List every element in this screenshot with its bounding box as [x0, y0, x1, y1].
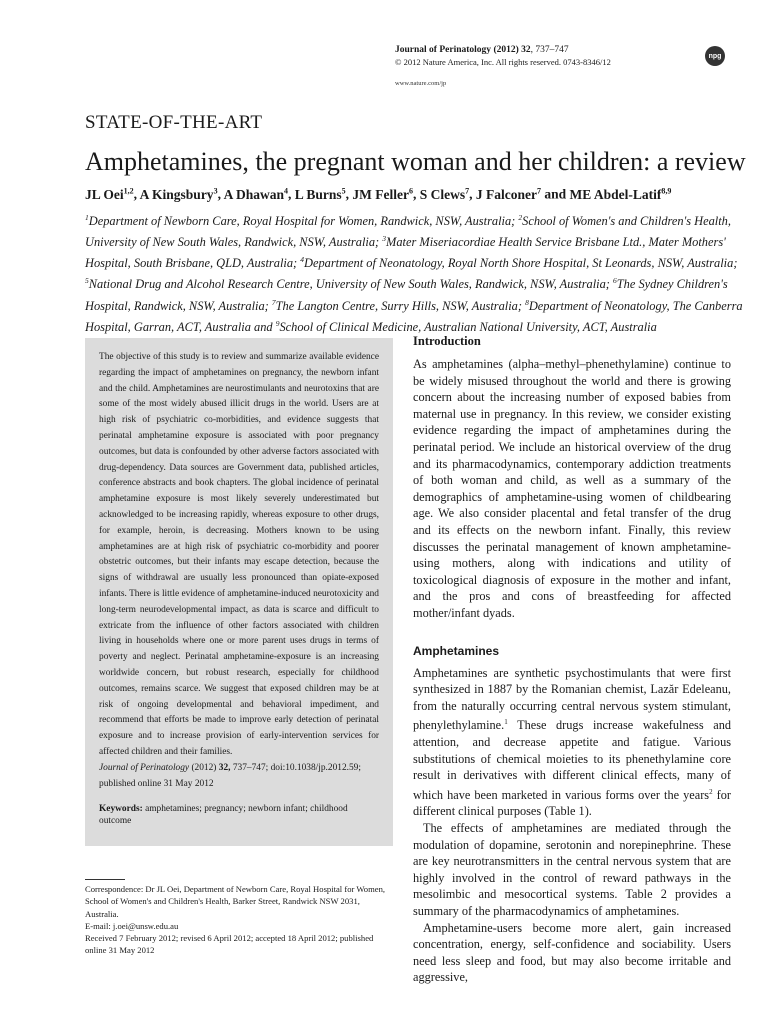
received-dates: Received 7 February 2012; revised 6 April 2012; accepted 18 April 2012; published online 31 May 2012 — [85, 933, 374, 956]
amphetamines-paragraph-2: The effects of amphetamines are mediated through the modulation of dopamine, serotonin and norepinephrine. These are key neurotransmitters in the central nervous system that are highly involved in the control of reward pathways in the mesolimbic and mesocortical systems. Table 2 provides a summary of the pharmacodynamics of amphetamines. — [413, 821, 731, 918]
journal-header — [395, 44, 715, 68]
article-title: Amphetamines, the pregnant woman and her children: a review — [85, 147, 746, 176]
footnote-divider — [85, 879, 125, 880]
author: L Burns$^5$ — [294, 186, 346, 202]
correspondence: Correspondence: Dr JL Oei, Department of Newborn Care, Royal Hospital for Women, School of Women's and Children's Health, Barker Street, Randwick NSW 2031, Australia. — [85, 884, 386, 919]
amphetamines-heading: Amphetamines — [413, 643, 500, 658]
abstract-box — [85, 338, 393, 846]
keywords-label: Keywords: — [99, 804, 143, 815]
journal-citation: Journal of Perinatology (2012) 32, 737–747 — [395, 45, 569, 55]
copyright-line: © 2012 Nature America, Inc. All rights reserved. 0743-8346/12 — [395, 57, 611, 67]
journal-url-link[interactable]: www.nature.com/jp — [395, 80, 447, 87]
footnotes — [85, 883, 395, 957]
amphetamines-paragraph-3: Amphetamine-users become more alert, gain increased concentration, energy, self-confidence and sociability. Users need less sleep and food, but may also become irritable and aggressive, — [413, 920, 731, 985]
introduction-heading: Introduction — [413, 334, 481, 348]
introduction-text: As amphetamines (alpha–methyl–phenethylamine) continue to be widely misused throughout the world and there is growing concern about the increasing number of exposed babies from maternal use in pregnancy. In this review, we consider existing evidence regarding the impact of amphetamines during the perinatal period. We include an historical overview of the drug and its pharmacodynamics, contemporary addiction treatments of both woman and child, as well as a summary of the demographics of amphetamine-using women of childbearing age. We also consider placental and fetal transfer of the drug and its effects on the newborn infant. Finally, this review discusses the perinatal management of known amphetamine-using mothers, along with indications and utility of toxicological diagnosis of exposure in the mother and infant, and the pros and cons of breastfeeding for affected mother/infant dyads. — [413, 357, 731, 620]
author: JM Feller$^6$ — [352, 186, 413, 202]
author-list: JL Oei$^{1,2}$, A Kingsbury$^3$, A Dhawan$^4$, L Burns$^5$, JM Feller$^6$, S Clews$^7$, J Falconer$^7$ and ME Abdel-Latif$^{8,9}$ — [85, 186, 672, 202]
abstract-citation: Journal of Perinatology (2012) 32, 737–747; doi:10.1038/jp.2012.59; published online 31 May 2012 — [99, 762, 361, 789]
author: JL Oei$^{1,2}$ — [85, 186, 134, 202]
journal-year: (2012) — [493, 45, 519, 55]
author: ME Abdel-Latif$^{8,9}$ — [569, 186, 672, 202]
author: S Clews$^7$ — [419, 186, 470, 202]
abstract-text: The objective of this study is to review and summarize available evidence regarding the impact of amphetamines on pregnancy, the newborn infant and the child. Amphetamines are neurostimulants and neurotoxins that are some of the most widely abused illicit drugs in the world. Users are at high risk of psychiatric co-morbidities, and evidence suggests that perinatal amphetamine exposure is associated with poor pregnancy outcomes, but data is confounded by other adverse factors associated with drug-dependency. Data sources are Government data, published articles, conference abstracts and book chapters. The global incidence of perinatal amphetamine exposure is most likely severely underestimated but acknowledged to be increasing rapidly, whereas exposure to other drugs, for example, heroin, is decreasing. Mothers known to be using amphetamines are at high risk of psychiatric co-morbidity and poorer obstetric outcomes, but their infants may escape detection, because the signs of withdrawal are usually less pronounced than opiate-exposed infants. There is little evidence of amphetamine-induced neurotoxicity and long-term neurodevelopmental impact, as data is scarce and difficult to extricate from the influence of other factors associated with children living in households where one or more parent uses drugs in terms of poverty and neglect. Perinatal amphetamine-exposure is an increasing worldwide concern, but robust research, especially for childhood outcomes, remains scarce. We suggest that exposed children may be at risk of ongoing developmental and behavioral impediment, and recommend that efforts be made to improve early detection of perinatal exposure and to increase provision of early-intervention services for affected children and their families. — [99, 352, 379, 757]
affiliations: $^1$Department of Newborn Care, Royal Hospital for Women, Randwick, NSW, Australia; $^2$School of Women's and Children's Health, University of New South Wales, Randwick, NSW, Australia; $^3$Mater Miseriacordiae Health Service Brisbane Ltd., Mater Mothers' Hospital, South Brisbane, QLD, Australia; $^4$Department of Neonatology, Royal North Shore Hospital, St Leonards, NSW, Australia; $^5$National Drug and Alcohol Research Centre, University of New South Wales, Randwick, NSW, Australia; $^6$The Sydney Children's Hospital, Randwick, NSW, Australia; $^7$The Langton Centre, Surry Hills, NSW, Australia; $^8$Department of Neonatology, The Canberra Hospital, Garran, ACT, Australia and $^9$School of Clinical Medicine, Australian National University, ACT, Australia — [85, 213, 743, 334]
email-link[interactable]: E-mail: j.oei@unsw.edu.au — [85, 920, 179, 931]
keywords — [99, 803, 379, 827]
amphetamines-paragraph-1: Amphetamines are synthetic psychostimulants that were first synthesized in 1887 by the Romanian chemist, Lazăr Edeleanu, from the naturally occurring central nervous system stimulant, phenylethylamine.$^1$ These drugs increase wakefulness and attention, and decrease appetite and fatigue. Various substitutions of chemical moieties to its phenethylamine core result in derivatives with different clinical effects, many of which have been marketed in various forms over the years$^2$ for different clinical purposes (Table 1). — [413, 665, 731, 819]
body-column — [413, 334, 731, 986]
journal-pages: 737–747 — [535, 45, 569, 55]
journal-volume: 32 — [521, 45, 531, 55]
journal-name: Journal of Perinatology — [395, 45, 492, 55]
section-label: STATE-OF-THE-ART — [85, 112, 263, 133]
author: A Kingsbury$^3$ — [139, 186, 218, 202]
author: J Falconer$^7$ — [475, 186, 541, 202]
npg-logo-icon: npg — [705, 46, 725, 66]
keywords-list: amphetamines; pregnancy; newborn infant; childhood outcome — [99, 804, 348, 827]
author: A Dhawan$^4$ — [223, 186, 288, 202]
